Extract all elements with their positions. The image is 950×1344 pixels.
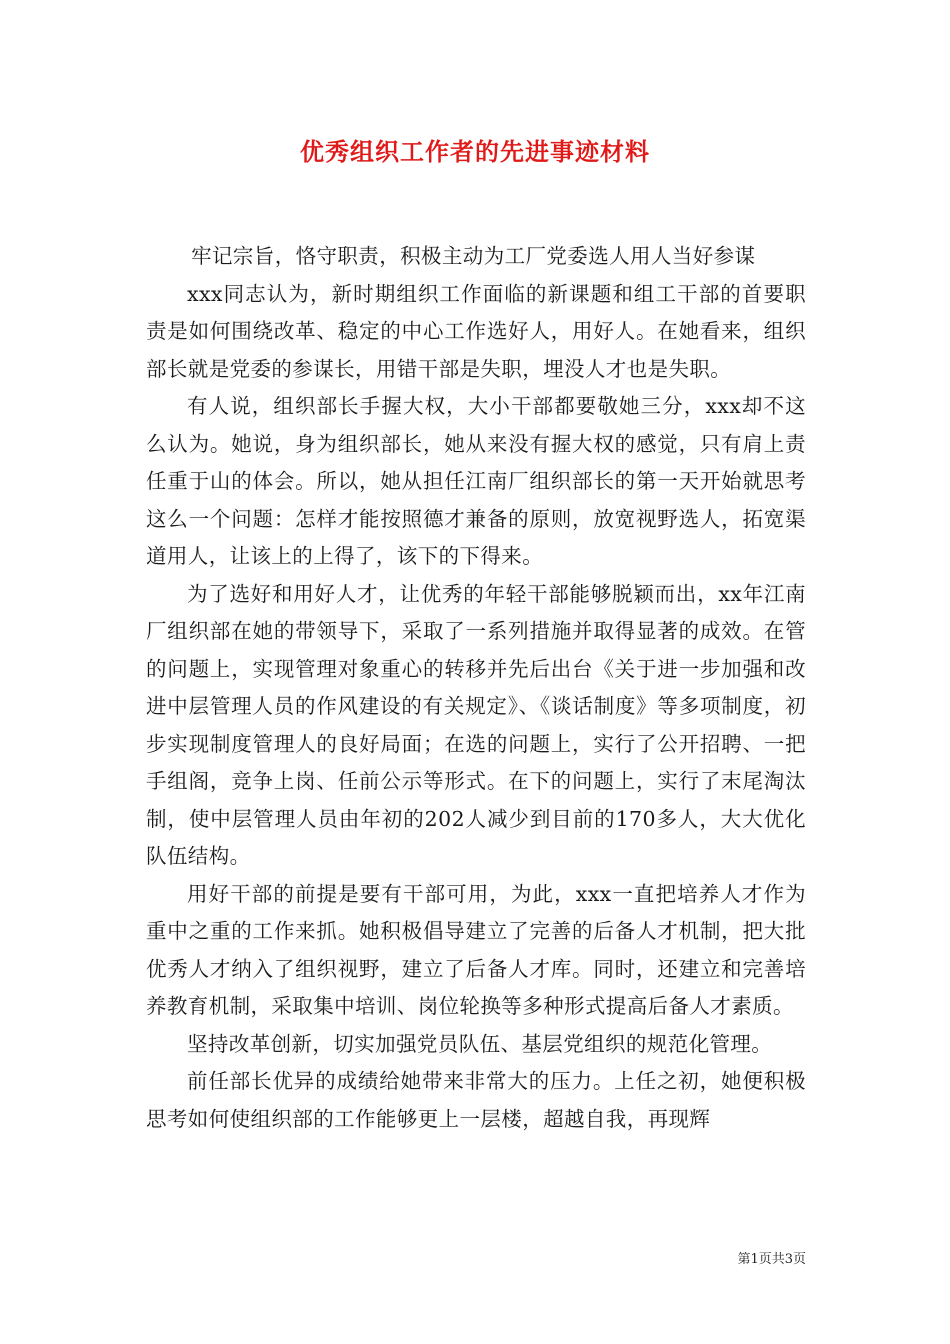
paragraph: 前任部长优异的成绩给她带来非常大的压力。上任之初，她便积极思考如何使组织部的工作能够更上一层楼，超越自我，再现辉 [146, 1069, 806, 1131]
document-title: 优秀组织工作者的先进事迹材料 [300, 137, 650, 166]
document-body [146, 238, 806, 1138]
paragraph: 用好干部的前提是要有干部可用，为此，xxx一直把培养人才作为重中之重的工作来抓。她积极倡导建立了完善的后备人才机制，把大批优秀人才纳入了组织视野，建立了后备人才库。同时，还建立和完善培养教育机制，采取集中培训、岗位轮换等多种形式提高后备人才素质。 [146, 881, 806, 1018]
paragraph: 有人说，组织部长手握大权，大小干部都要敬她三分，xxx却不这么认为。她说，身为组织部长，她从来没有握大权的感觉，只有肩上责任重于山的体会。所以，她从担任江南厂组织部长的第一天开始就思考这么一个问题：怎样才能按照德才兼备的原则，放宽视野选人，拓宽渠道用人，让该上的上得了，该下的下得来。 [146, 394, 806, 568]
paragraph: 坚持改革创新，切实加强党员队伍、基层党组织的规范化管理。 [187, 1031, 773, 1056]
document-subtitle: 牢记宗旨，恪守职责，积极主动为工厂党委选人用人当好参谋 [191, 244, 756, 268]
page-number: 第1页共3页 [737, 1252, 806, 1267]
paragraph: xxx同志认为，新时期组织工作面临的新课题和组工干部的首要职责是如何围绕改革、稳定的中心工作选好人，用好人。在她看来，组织部长就是党委的参谋长，用错干部是失职，埋没人才也是失职。 [146, 281, 806, 381]
paragraph: 为了选好和用好人才，让优秀的年轻干部能够脱颖而出，xx年江南厂组织部在她的带领导下，采取了一系列措施并取得显著的成效。在管的问题上，实现管理对象重心的转移并先后出台《关于进一步加强和改进中层管理人员的作风建设的有关规定》、《谈话制度》等多项制度，初步实现制度管理人的良好局面；在选的问题上，实行了公开招聘、一把手组阁，竞争上岗、任前公示等形式。在下的问题上，实行了末尾淘汰制，使中层管理人员由年初的202人减少到目前的170多人，大大优化队伍结构。 [146, 581, 806, 868]
